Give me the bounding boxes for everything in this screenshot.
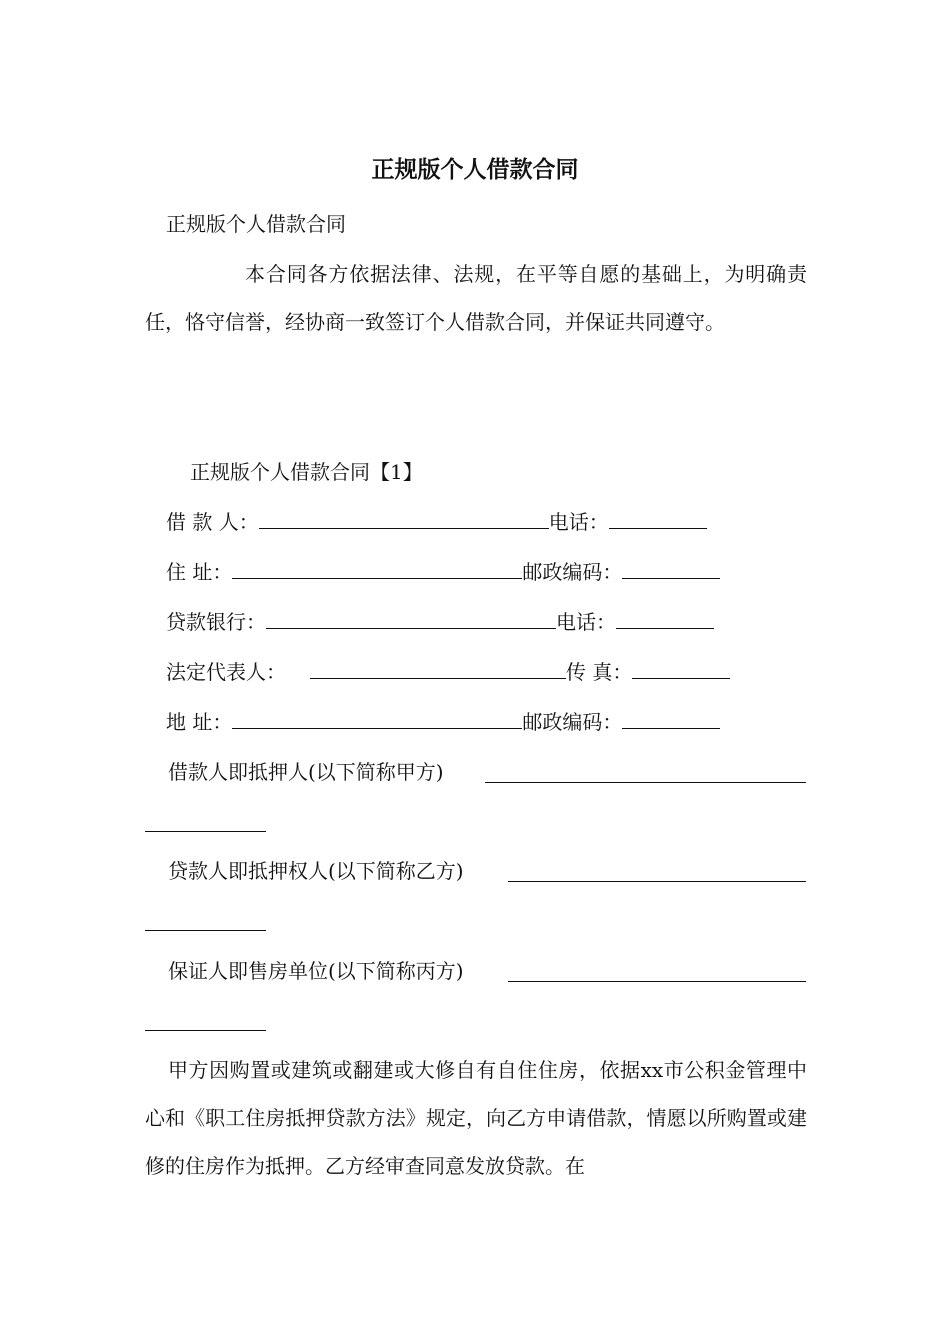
address1-label: 住 址： [166,560,233,584]
party-b-blank-cont[interactable] [145,930,266,931]
phone1-label: 电话： [548,510,609,534]
postcode1-label: 邮政编码： [522,560,623,584]
section-heading: 正规版个人借款合同【1】 [190,460,423,484]
address2-blank[interactable] [232,706,522,729]
address1-blank[interactable] [232,556,522,579]
document-subtitle: 正规版个人借款合同 [166,212,346,236]
party-c-label: 保证人即售房单位(以下简称丙方) [168,959,464,983]
party-c-blank[interactable] [508,981,806,982]
legal-rep-label: 法定代表人： [166,660,286,684]
address1-row [166,556,720,588]
body-paragraph: 甲方因购置或建筑或翻建或大修自有自住住房，依据xx市公积金管理中心和《职工住房抵押贷款方法》规定，向乙方申请借款，情愿以所购置或建修的住房作为抵押。乙方经审查同意发放贷款。在 [145,1058,807,1178]
phone2-label: 电话： [556,610,616,634]
party-a-label: 借款人即抵押人(以下简称甲方) [168,760,444,784]
postcode1-blank[interactable] [622,556,720,579]
fax-label: 传 真： [566,660,633,684]
party-a-blank-cont[interactable] [145,831,266,832]
party-c-blank-cont[interactable] [145,1030,266,1031]
party-b-blank[interactable] [508,881,806,882]
borrower-blank[interactable] [259,506,549,529]
document-title: 正规版个人借款合同 [371,157,579,183]
bank-blank[interactable] [266,606,556,629]
legal-rep-blank[interactable] [310,656,566,679]
phone2-blank[interactable] [616,606,714,629]
party-b-label: 贷款人即抵押权人(以下简称乙方) [168,859,464,883]
address2-label: 地 址： [166,710,233,734]
address2-row [166,706,720,738]
bank-row [166,606,714,638]
phone1-blank[interactable] [609,506,707,529]
party-a-blank[interactable] [485,782,806,783]
intro-paragraph: 本合同各方依据法律、法规，在平等自愿的基础上，为明确责任，恪守信誉，经协商一致签订个人借款合同，并保证共同遵守。 [145,262,807,334]
bank-label: 贷款银行： [166,610,266,634]
postcode2-label: 邮政编码： [522,710,623,734]
borrower-row [166,506,707,538]
postcode2-blank[interactable] [622,706,720,729]
fax-blank[interactable] [632,656,730,679]
legal-rep-row [166,656,730,688]
borrower-label: 借 款 人： [166,510,259,534]
